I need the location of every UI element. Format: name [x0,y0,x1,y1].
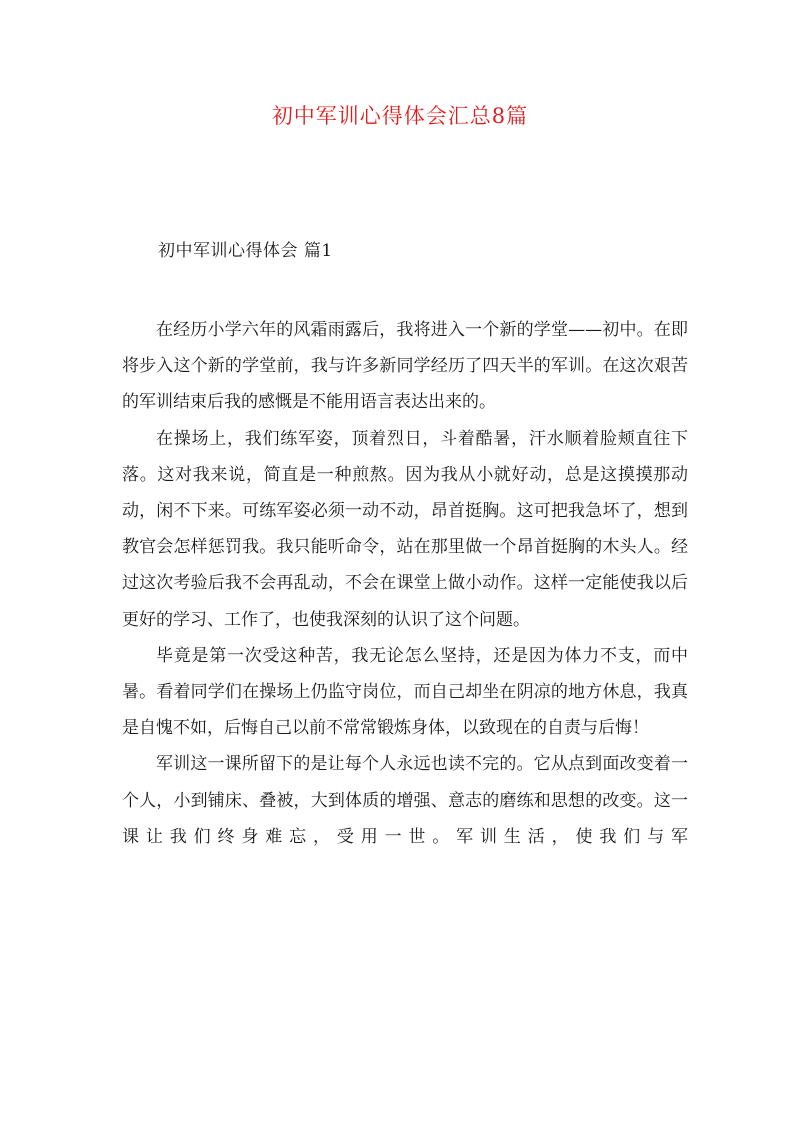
paragraph-1: 在经历小学六年的风霜雨露后，我将进入一个新的学堂——初中。在即将步入这个新的学堂前，我与许多新同学经历了四天半的军训。在这次艰苦的军训结束后我的感慨是不能用语言表达出来的。 [122,320,688,413]
document-title: 初中军训心得体会汇总8篇 [271,104,529,128]
paragraph-3: 毕竟是第一次受这种苦，我无论怎么坚持，还是因为体力不支，而中暑。看着同学们在操场上仍监守岗位，而自己却坐在阴凉的地方休息，我真是自愧不如，后悔自己以前不常常锻炼身体，以致现在的自责与后悔！ [122,645,688,739]
section-heading: 初中军训心得体会 篇1 [158,241,333,261]
document-body [122,312,688,855]
paragraph-2: 在操场上，我们练军姿，顶着烈日，斗着酷暑，汗水顺着脸颊直往下落。这对我来说，简直是一种煎熬。因为我从小就好动，总是这摸摸那动动，闲不下来。可练军姿必须一动不动，昂首挺胸。这可把我急坏了，想到教官会怎样惩罚我。我只能听命令，站在那里做一个昂首挺胸的木头人。经过这次考验后我不会再乱动，不会在课堂上做小动作。这样一定能使我以后更好的学习、工作了，也使我深刻的认识了这个问题。 [122,428,688,630]
paragraph-4: 军训这一课所留下的是让每个人永远也读不完的。它从点到面改变着一个人，小到铺床、叠被，大到体质的增强、意志的磨练和思想的改变。这一课让我们终身难忘，受用一世。军训生活，使我们与军 [122,754,688,847]
